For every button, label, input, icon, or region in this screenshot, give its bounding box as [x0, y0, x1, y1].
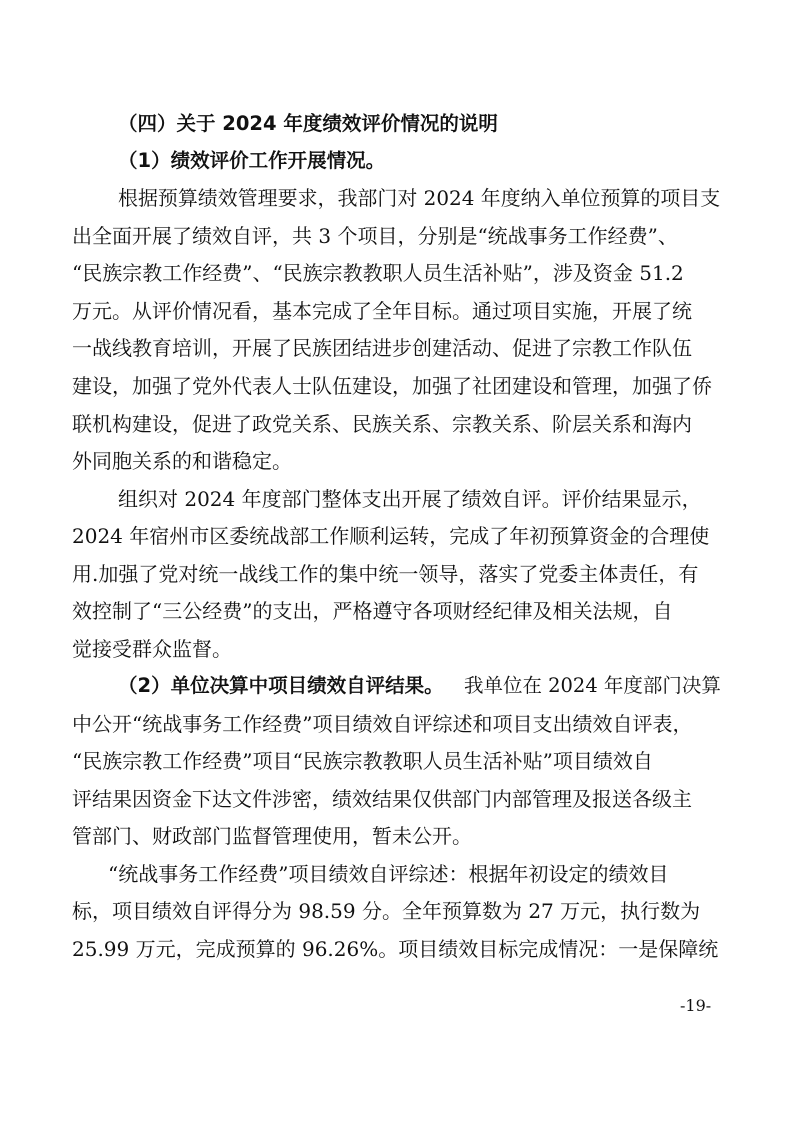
para2-line: [0, 518, 793, 554]
paragraph-text: 联机构建设，促进了政党关系、民族关系、宗教关系、阶层关系和海内: [72, 412, 692, 436]
paragraph-text: 组织对 2024 年度部门整体支出开展了绩效自评。评价结果显示，: [118, 487, 702, 511]
section-heading-line: [0, 106, 793, 142]
para3-line: [0, 781, 793, 817]
paragraph-text: 万元。从评价情况看，基本完成了全年目标。通过项目实施，开展了统: [72, 299, 692, 323]
paragraph-text: 评结果因资金下达文件涉密，绩效结果仅供部门内部管理及报送各级主: [72, 787, 692, 811]
para1-line: [0, 180, 793, 216]
paragraph-text: 外同胞关系的和谐稳定。: [72, 449, 292, 473]
para3-line: [0, 706, 793, 742]
paragraph-text: 25.99 万元，完成预算的 96.26%。项目绩效目标完成情况：一是保障统: [72, 937, 719, 961]
para3-line: [0, 818, 793, 854]
para4-line: [0, 856, 793, 892]
para3-first-line: [0, 668, 793, 704]
paragraph-text: 我单位在 2024 年度部门决算: [464, 674, 721, 697]
para1-line: [0, 443, 793, 479]
paragraph-text: “民族宗教工作经费”、“民族宗教教职人员生活补贴”，涉及资金 51.2: [72, 261, 684, 285]
para4-line: [0, 931, 793, 967]
section-heading: （四）关于 2024 年度绩效评价情况的说明: [118, 112, 498, 135]
para2-line: [0, 631, 793, 667]
paragraph-text: 中公开“统战事务工作经费”项目绩效自评综述和项目支出绩效自评表，: [72, 712, 693, 736]
para1-line: [0, 255, 793, 291]
para2-line: [0, 481, 793, 517]
para2-line: [0, 556, 793, 592]
subheading-1: （1）绩效评价工作开展情况。: [118, 149, 386, 172]
para1-line: [0, 218, 793, 254]
paragraph-text: “民族宗教工作经费”项目“民族宗教教职人员生活补贴”项目绩效自: [72, 749, 653, 773]
paragraph-text: 一战线教育培训，开展了民族团结进步创建活动、促进了宗教工作队伍: [72, 336, 692, 360]
paragraph-text: “统战事务工作经费”项目绩效自评综述：根据年初设定的绩效目: [108, 862, 669, 886]
paragraph-text: 标，项目绩效自评得分为 98.59 分。全年预算数为 27 万元，执行数为: [72, 899, 701, 923]
para2-line: [0, 593, 793, 629]
paragraph-text: 建设，加强了党外代表人士队伍建设，加强了社团建设和管理，加强了侨: [72, 374, 712, 398]
para4-line: [0, 893, 793, 929]
para3-line: [0, 743, 793, 779]
paragraph-text: 用.加强了党对统一战线工作的集中统一领导，落实了党委主体责任，有: [72, 562, 699, 586]
paragraph-text: 管部门、财政部门监督管理使用，暂未公开。: [72, 824, 472, 848]
para1-line: [0, 330, 793, 366]
paragraph-text: 觉接受群众监督。: [72, 637, 232, 661]
paragraph-text: 出全面开展了绩效自评，共 3 个项目，分别是“统战事务工作经费”、: [72, 224, 678, 248]
paragraph-text: 2024 年宿州市区委统战部工作顺利运转，完成了年初预算资金的合理使: [72, 524, 710, 548]
paragraph-text: 效控制了“三公经费”的支出，严格遵守各项财经纪律及相关法规，自: [72, 599, 673, 623]
para1-line: [0, 293, 793, 329]
paragraph-text: 根据预算绩效管理要求，我部门对 2024 年度纳入单位预算的项目支: [118, 186, 721, 210]
subheading-2: （2）单位决算中项目绩效自评结果。: [118, 674, 444, 697]
subheading-1-line: [0, 143, 793, 179]
page-number: -19-: [680, 996, 712, 1015]
para1-line: [0, 406, 793, 442]
para1-line: [0, 368, 793, 404]
